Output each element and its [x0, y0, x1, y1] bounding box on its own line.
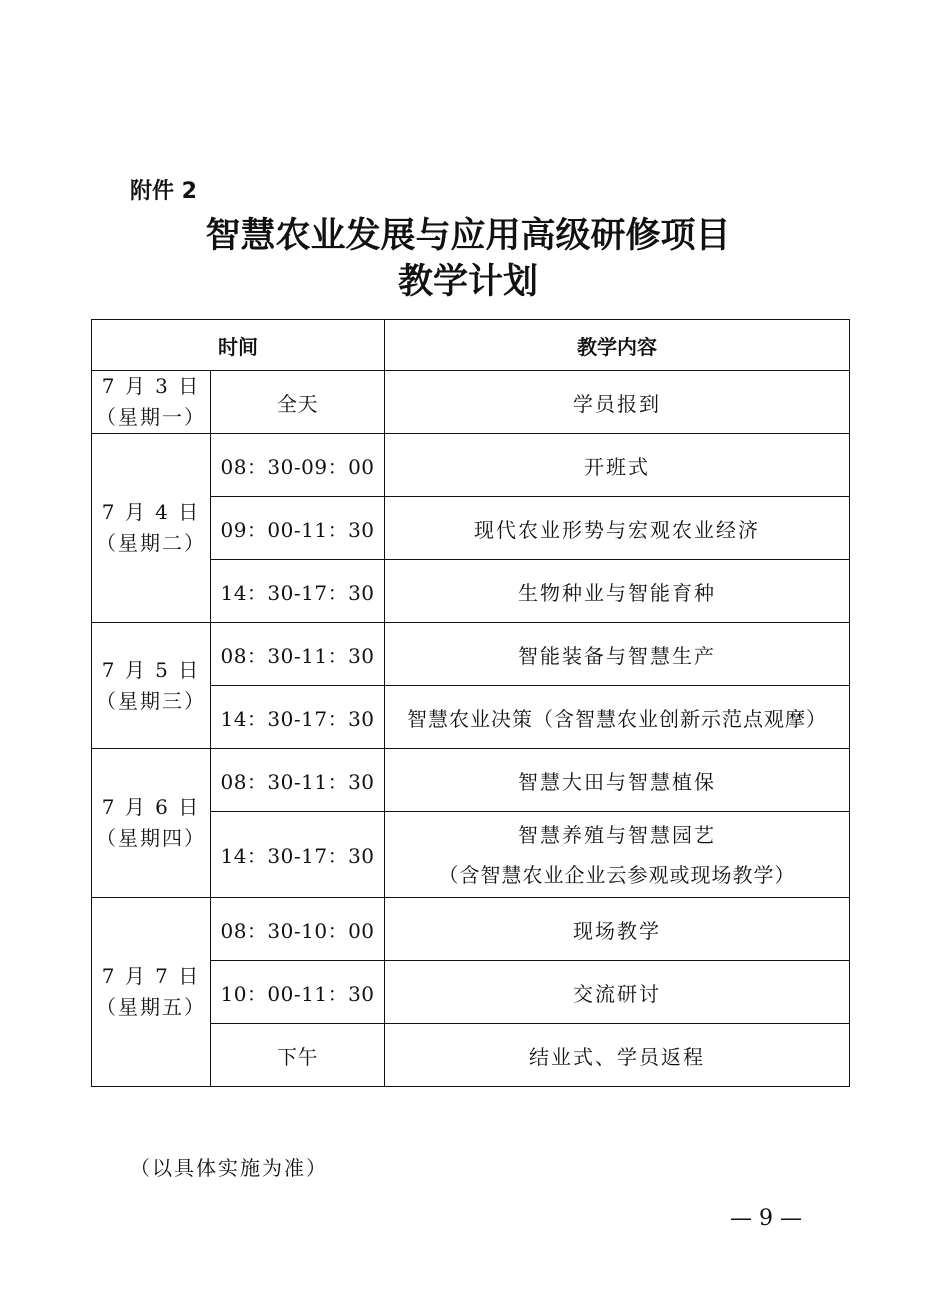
- weekday-text: （星期五）: [96, 995, 206, 1019]
- time-cell: 下午: [211, 1024, 385, 1087]
- date-text: 7 月 6 日: [101, 795, 201, 819]
- document-title: 智慧农业发展与应用高级研修项目: [205, 216, 731, 256]
- page-number: — 9 —: [730, 1206, 802, 1231]
- teaching-plan-table: [91, 319, 850, 1087]
- table-row: [92, 623, 850, 686]
- table-row: [92, 898, 850, 961]
- content-cell: 现代农业形势与宏观农业经济: [385, 497, 850, 560]
- table-row: [92, 434, 850, 497]
- weekday-text: （星期二）: [96, 531, 206, 555]
- date-cell: [92, 898, 211, 1087]
- content-cell: [385, 812, 850, 898]
- table-header-row: [92, 320, 850, 371]
- time-cell: 14：30-17：30: [211, 560, 385, 623]
- time-cell: 08：30-11：30: [211, 749, 385, 812]
- date-text: 7 月 3 日: [101, 374, 201, 398]
- weekday-text: （星期三）: [96, 688, 206, 713]
- content-cell: 生物种业与智能育种: [385, 560, 850, 623]
- date-cell: [92, 371, 211, 434]
- date-text: 7 月 5 日: [101, 657, 201, 682]
- header-content: 教学内容: [385, 320, 850, 371]
- content-line-1: 智慧养殖与智慧园艺: [518, 822, 716, 847]
- content-line-2: （含智慧农业企业云参观或现场教学）: [438, 862, 796, 887]
- date-text: 7 月 7 日: [101, 964, 201, 988]
- footnote: （以具体实施为准）: [130, 1156, 328, 1180]
- content-cell: 开班式: [385, 434, 850, 497]
- content-cell: 智能装备与智慧生产: [385, 623, 850, 686]
- time-cell: 08：30-10：00: [211, 898, 385, 961]
- content-cell: 智慧大田与智慧植保: [385, 749, 850, 812]
- weekday-text: （星期四）: [96, 826, 206, 850]
- content-cell: 交流研讨: [385, 961, 850, 1024]
- time-cell: 全天: [211, 371, 385, 434]
- attachment-label: 附件 2: [130, 179, 197, 204]
- time-cell: 08：30-11：30: [211, 623, 385, 686]
- time-cell: 08：30-09：00: [211, 434, 385, 497]
- weekday-text: （星期一）: [96, 405, 206, 429]
- time-cell: 14：30-17：30: [211, 812, 385, 898]
- table-row: [92, 749, 850, 812]
- date-cell: [92, 434, 211, 623]
- date-cell: [92, 623, 211, 749]
- date-text: 7 月 4 日: [101, 500, 201, 524]
- content-cell: 结业式、学员返程: [385, 1024, 850, 1087]
- time-cell: 09：00-11：30: [211, 497, 385, 560]
- date-cell: [92, 749, 211, 898]
- content-cell: 学员报到: [385, 371, 850, 434]
- time-cell: 14：30-17：30: [211, 686, 385, 749]
- document-subtitle: 教学计划: [397, 262, 538, 302]
- content-cell: 智慧农业决策（含智慧农业创新示范点观摩）: [385, 686, 850, 749]
- content-cell: 现场教学: [385, 898, 850, 961]
- time-cell: 10：00-11：30: [211, 961, 385, 1024]
- table-row: [92, 371, 850, 434]
- header-time: 时间: [92, 320, 385, 371]
